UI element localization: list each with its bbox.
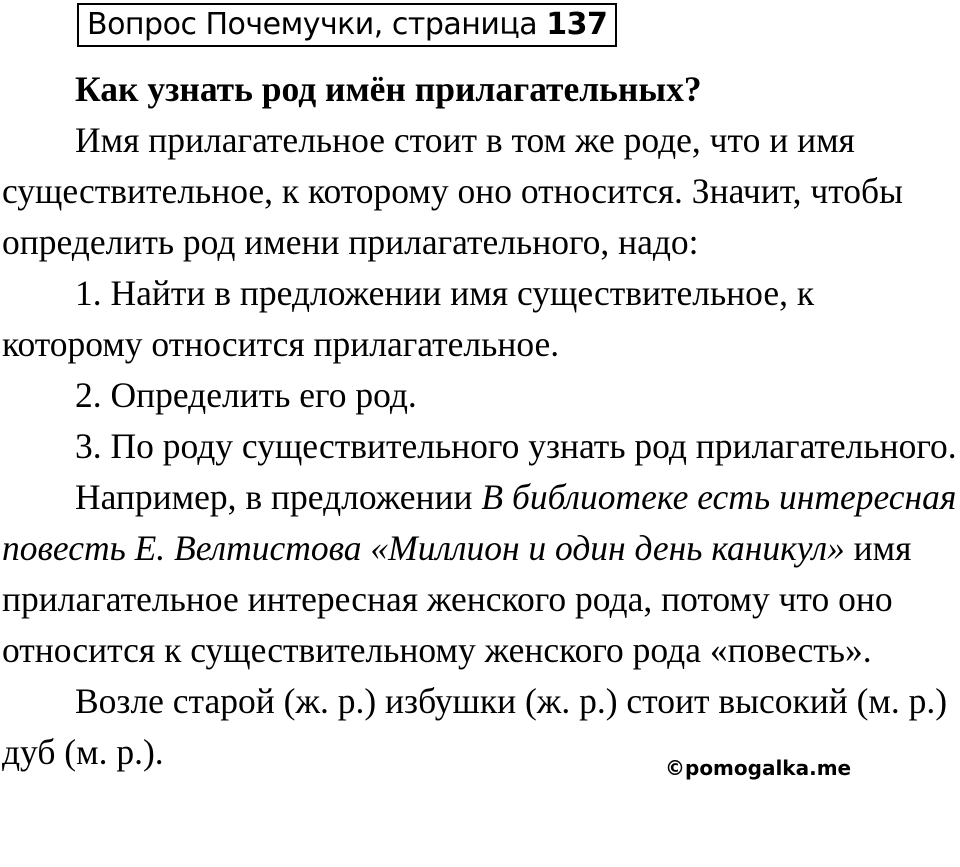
question-title-box xyxy=(77,3,617,47)
example-paragraph xyxy=(2,472,958,676)
step-3: 3. По роду существительного узнать род прилагательного. xyxy=(75,426,957,466)
article-heading: Как узнать род имён прилагательных? xyxy=(75,69,702,109)
question-title: Вопрос Почемучки, страница xyxy=(87,7,538,42)
intro-paragraph: Имя прилагательное стоит в том же роде, что и имя существительное, к которому оно относится. Значит, чтобы определить род имени прилагательного, надо: xyxy=(2,120,903,262)
page-number: 137 xyxy=(546,7,608,42)
article-body xyxy=(2,64,958,778)
final-example: Возле старой (ж. р.) избушки (ж. р.) стоит высокий (м. р.) дуб (м. р.). xyxy=(2,681,948,772)
step-2: 2. Определить его род. xyxy=(75,375,417,415)
step-1: 1. Найти в предложении имя существительное, к которому относится прилагательное. xyxy=(2,273,815,364)
example-lead: Например, в предложении xyxy=(75,477,482,517)
example-tail: имя прилагательное интересная женского рода, потому что оно относится к существительному женского рода «повесть». xyxy=(2,528,912,670)
watermark: ©pomogalka.me xyxy=(665,756,852,780)
example-sentence: В библиотеке есть интересная повесть Е. Велтистова «Миллион и один день каникул» xyxy=(2,477,957,568)
